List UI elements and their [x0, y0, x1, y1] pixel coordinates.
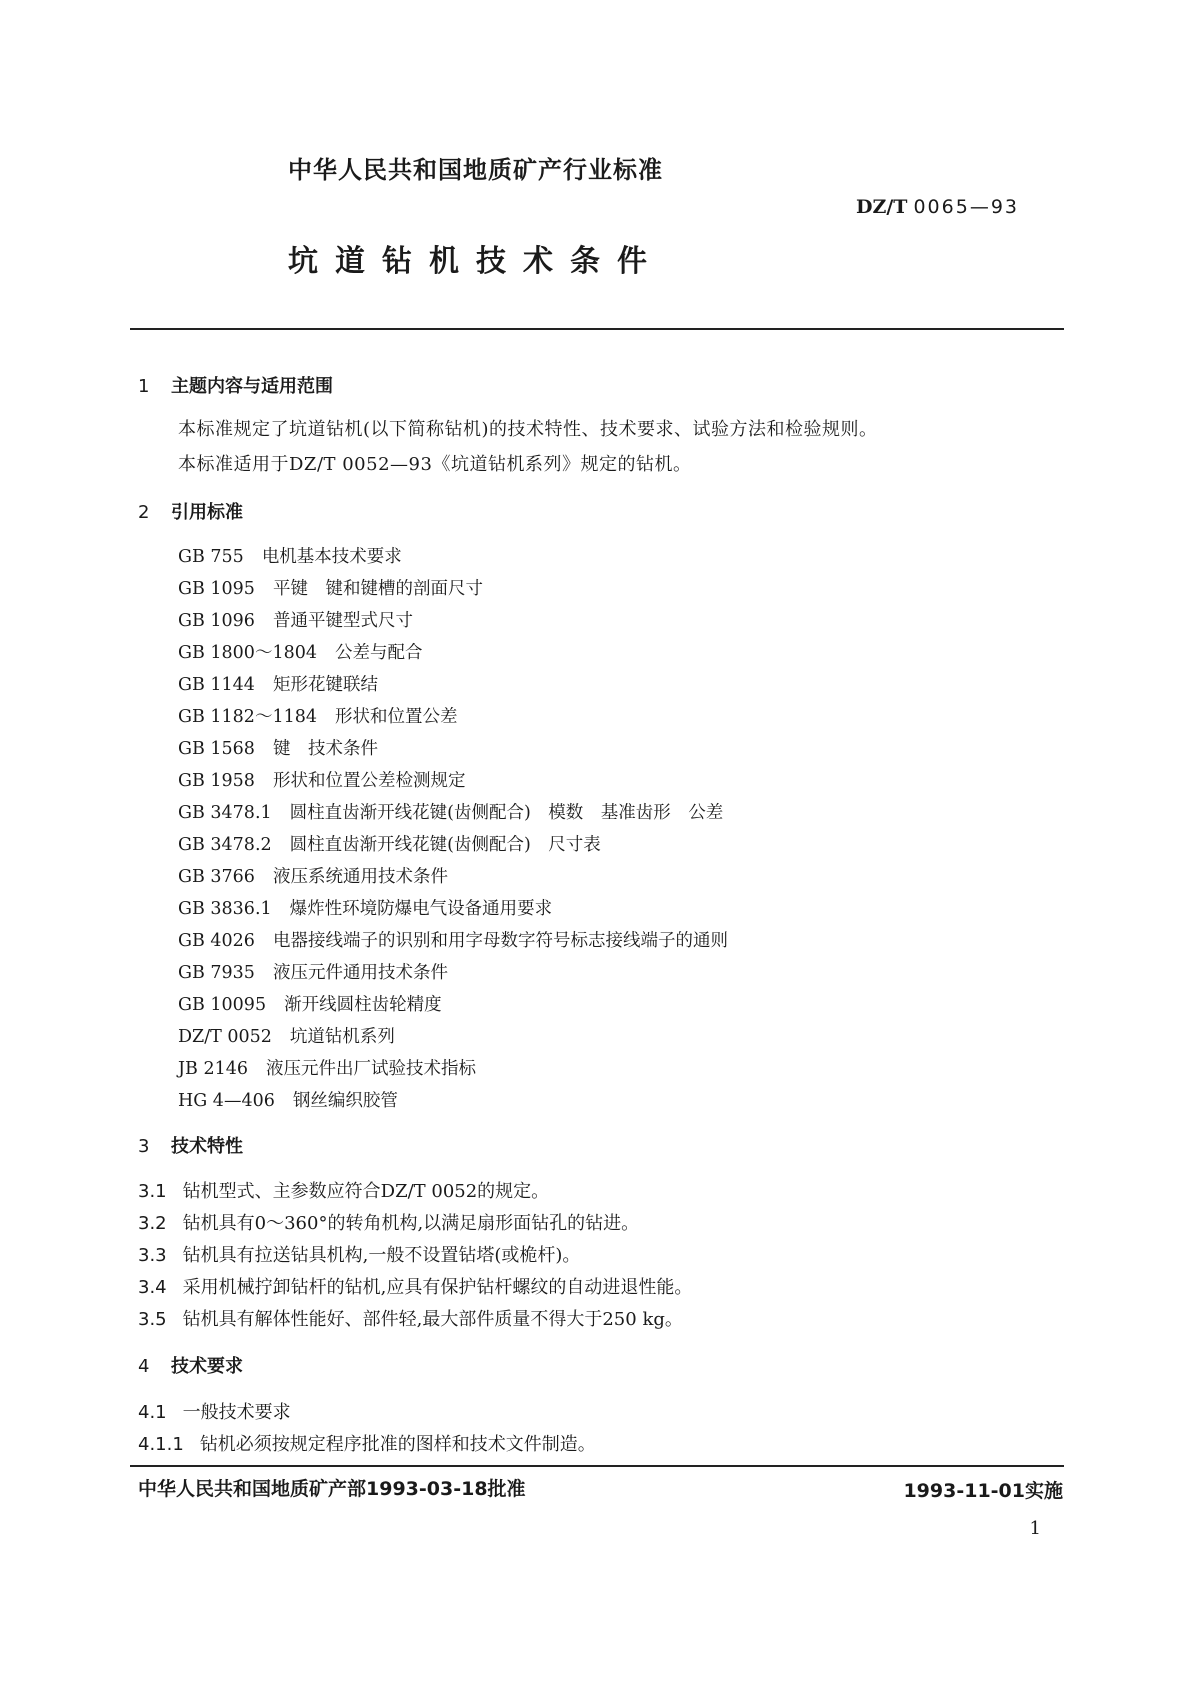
reference-title: 矩形花键联结	[272, 675, 378, 695]
reference-title: 液压元件通用技术条件	[272, 963, 448, 983]
reference-code: GB 1144	[178, 675, 255, 695]
reference-code: HG 4—406	[178, 1091, 275, 1111]
reference-code: GB 1182～1184	[178, 707, 317, 727]
section-3-heading	[138, 1132, 243, 1158]
page-number: 1	[1029, 1518, 1041, 1539]
reference-item	[178, 639, 422, 664]
issuing-body-heading: 中华人民共和国地质矿产行业标准	[288, 156, 663, 184]
section-title: 主题内容与适用范围	[171, 376, 333, 397]
clause-text: 钻机具有0～360°的转角机构,以满足扇形面钻孔的钻进。	[182, 1213, 640, 1234]
reference-code: GB 7935	[178, 963, 255, 983]
approval-statement: 中华人民共和国地质矿产部1993-03-18批准	[138, 1478, 526, 1500]
reference-item	[178, 799, 723, 824]
clause	[138, 1305, 683, 1331]
reference-item	[178, 1087, 398, 1112]
section-number: 4	[138, 1356, 150, 1377]
reference-code: DZ/T 0052	[178, 1027, 272, 1047]
section-number: 1	[138, 376, 150, 397]
standard-number	[856, 196, 1019, 218]
reference-item	[178, 671, 378, 696]
clause	[138, 1209, 639, 1235]
reference-title: 渐开线圆柱齿轮精度	[284, 995, 442, 1015]
reference-item	[178, 703, 457, 728]
reference-title: 坑道钻机系列	[289, 1027, 395, 1047]
standard-code: DZ/T	[855, 196, 908, 218]
reference-title: 圆柱直齿渐开线花键(齿侧配合) 尺寸表	[289, 835, 601, 855]
clause-number: 3.3	[138, 1245, 167, 1266]
reference-code: GB 10095	[178, 995, 267, 1015]
clause-text: 钻机具有解体性能好、部件轻,最大部件质量不得大于250 kg。	[182, 1309, 683, 1330]
reference-item	[178, 767, 465, 792]
reference-title: 液压元件出厂试验技术指标	[265, 1059, 476, 1079]
section-title: 技术要求	[171, 1356, 243, 1377]
reference-code: GB 3478.1	[178, 803, 272, 823]
reference-title: 电器接线端子的识别和用字母数字符号标志接线端子的通则	[272, 931, 728, 951]
reference-title: 钢丝编织胶管	[292, 1091, 398, 1111]
reference-code: GB 1958	[178, 771, 255, 791]
section-title: 技术特性	[171, 1136, 243, 1157]
clause	[138, 1398, 291, 1424]
reference-title: 液压系统通用技术条件	[272, 867, 448, 887]
implementation-date: 1993-11-01实施	[903, 1480, 1063, 1502]
reference-item	[178, 1023, 395, 1048]
reference-code: GB 1096	[178, 611, 255, 631]
clause-text: 一般技术要求	[182, 1402, 291, 1423]
reference-title: 圆柱直齿渐开线花键(齿侧配合) 模数 基准齿形 公差	[289, 803, 724, 823]
clause-number: 4.1.1	[138, 1434, 184, 1455]
reference-title: 爆炸性环境防爆电气设备通用要求	[289, 899, 553, 919]
reference-title: 键 技术条件	[272, 739, 378, 759]
clause-text: 采用机械拧卸钻杆的钻机,应具有保护钻杆螺纹的自动进退性能。	[182, 1277, 693, 1298]
reference-title: 形状和位置公差检测规定	[272, 771, 466, 791]
header-rule	[130, 328, 1064, 330]
reference-code: GB 3478.2	[178, 835, 272, 855]
reference-item	[178, 575, 483, 600]
reference-code: GB 755	[178, 547, 244, 567]
section-number: 3	[138, 1136, 150, 1157]
clause	[138, 1430, 596, 1456]
footer-rule	[130, 1465, 1064, 1467]
section-4-heading	[138, 1352, 243, 1378]
clause-number: 3.5	[138, 1309, 167, 1330]
reference-title: 形状和位置公差	[334, 707, 458, 727]
reference-code: GB 3766	[178, 867, 255, 887]
reference-item	[178, 831, 601, 856]
clause-number: 3.2	[138, 1213, 167, 1234]
reference-code: GB 1800～1804	[178, 643, 317, 663]
reference-title: 电机基本技术要求	[261, 547, 402, 567]
section-2-heading	[138, 498, 243, 524]
reference-item	[178, 543, 402, 568]
reference-item	[178, 959, 448, 984]
clause	[138, 1241, 580, 1267]
clause-text: 钻机具有拉送钻具机构,一般不设置钻塔(或桅杆)。	[182, 1245, 581, 1266]
standard-serial: 0065—93	[913, 196, 1019, 218]
reference-title: 普通平键型式尺寸	[272, 611, 413, 631]
paragraph: 本标准适用于DZ/T 0052—93《坑道钻机系列》规定的钻机。	[178, 454, 692, 475]
reference-item	[178, 735, 378, 760]
document-title: 坑道钻机技术条件	[288, 244, 664, 279]
paragraph: 本标准规定了坑道钻机(以下简称钻机)的技术特性、技术要求、试验方法和检验规则。	[178, 419, 878, 440]
clause-number: 3.1	[138, 1181, 167, 1202]
reference-code: JB 2146	[178, 1059, 248, 1079]
reference-code: GB 3836.1	[178, 899, 272, 919]
reference-item	[178, 991, 442, 1016]
reference-code: GB 1568	[178, 739, 255, 759]
clause-number: 4.1	[138, 1402, 167, 1423]
clause-number: 3.4	[138, 1277, 167, 1298]
reference-item	[178, 607, 413, 632]
reference-code: GB 4026	[178, 931, 255, 951]
clause	[138, 1273, 692, 1299]
reference-item	[178, 927, 728, 952]
section-number: 2	[138, 502, 150, 523]
clause	[138, 1177, 549, 1203]
section-title: 引用标准	[171, 502, 243, 523]
reference-item	[178, 895, 552, 920]
reference-code: GB 1095	[178, 579, 255, 599]
reference-title: 公差与配合	[334, 643, 423, 663]
section-1-heading	[138, 372, 333, 398]
clause-text: 钻机必须按规定程序批准的图样和技术文件制造。	[199, 1434, 596, 1455]
reference-title: 平键 键和键槽的剖面尺寸	[272, 579, 483, 599]
clause-text: 钻机型式、主参数应符合DZ/T 0052的规定。	[182, 1181, 550, 1202]
reference-item	[178, 1055, 476, 1080]
reference-item	[178, 863, 448, 888]
